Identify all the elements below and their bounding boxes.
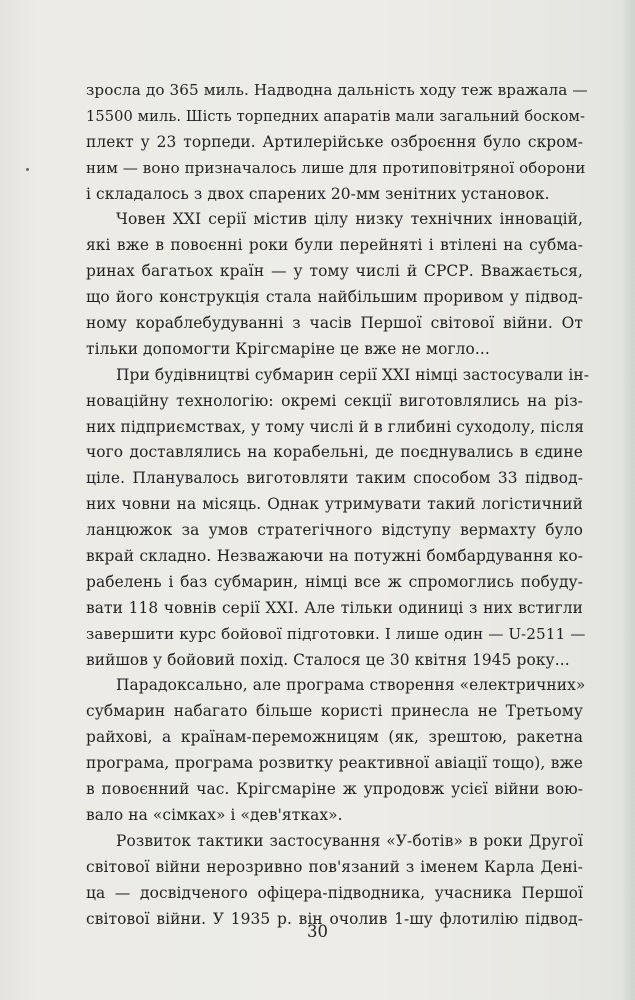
text-line: Човен XXI серії містив цілу низку технічних інновацій, xyxy=(116,210,583,229)
print-speck xyxy=(26,168,29,171)
text-line: в повоєнний час. Крігсмаріне ж упродовж усієї війни вою- xyxy=(86,780,583,799)
text-line: них підприємствах, у тому числі й в глибині суходолу, після xyxy=(86,417,585,436)
text-line: них човни на місяць. Однак утримувати такий логістичний xyxy=(86,495,583,514)
text-line: і складалось з двох спарених 20-мм зенітних установок. xyxy=(86,184,550,203)
text-line: вало на «сімках» і «дев'ятках». xyxy=(86,805,343,824)
text-line: ца — досвідченого офіцера-підводника, учасника Першої xyxy=(86,883,583,902)
text-line: зросла до 365 миль. Надводна дальність ходу теж вражала — xyxy=(86,81,588,99)
page-number: 30 xyxy=(307,922,328,941)
text-line: вкрай складно. Незважаючи на потужні бомбардування ко- xyxy=(86,547,583,566)
text-line: плект у 23 торпеди. Артилерійське озброєння було скром- xyxy=(86,132,583,151)
text-line: світової війни нерозривно пов'язаний з іменем Карла Дені- xyxy=(86,857,583,876)
text-line: тільки допомогти Крігсмаріне це вже не могло... xyxy=(86,339,490,358)
text-line: ному кораблебудуванні з часів Першої світової війни. От xyxy=(86,314,583,333)
text-line: рабелень і баз субмарин, німці все ж спромоглись побуду- xyxy=(86,572,583,591)
text-line: ним — воно призначалось лише для протиповітряної оборони xyxy=(86,158,586,177)
text-line: програма, програма розвитку реактивної авіації тощо), вже xyxy=(86,754,583,773)
text-line: райхові, а країнам-переможницям (як, зрештою, ракетна xyxy=(86,728,583,747)
text-line: 15500 миль. Шість торпедних апаратів мали загальний боском- xyxy=(86,107,585,125)
text-line: ціле. Планувалось виготовляти таким способом 33 підвод- xyxy=(86,469,583,488)
text-line: вийшов у бойовий похід. Сталося це 30 квітня 1945 року... xyxy=(86,650,570,669)
text-line: новаційну технологію: окремі секції виготовлялись на різ- xyxy=(86,391,583,410)
body-text xyxy=(86,78,590,932)
text-line: що його конструкція стала найбільшим проривом у підвод- xyxy=(86,288,583,307)
text-line: Парадоксально, але програма створення «електричних» xyxy=(116,676,586,695)
text-line: світової війни. У 1935 р. він очолив 1-шу флотилію підвод- xyxy=(86,909,583,928)
page-edge-shadow xyxy=(621,0,635,1000)
text-line: завершити курс бойової підготовки. І лише один — U-2511 — xyxy=(86,624,586,643)
text-line: ланцюжок за умов стратегічного відступу вермахту було xyxy=(86,521,583,540)
text-line: Розвиток тактики застосування «У-ботів» в роки Другої xyxy=(116,831,583,850)
text-line: ринах багатьох країн — у тому числі й СРСР. Вважається, xyxy=(86,262,583,281)
text-line: При будівництві субмарин серії XXI німці застосували ін- xyxy=(116,365,590,384)
text-line: які вже в повоєнні роки були перейняті і втілені на субма- xyxy=(86,236,583,255)
text-line: чого доставлялись на корабельні, де поєднувались в єдине xyxy=(86,443,583,462)
text-line: субмарин набагато більше користі принесла не Третьому xyxy=(86,702,583,721)
text-line: вати 118 човнів серії XXI. Але тільки одиниці з них встигли xyxy=(86,598,583,617)
